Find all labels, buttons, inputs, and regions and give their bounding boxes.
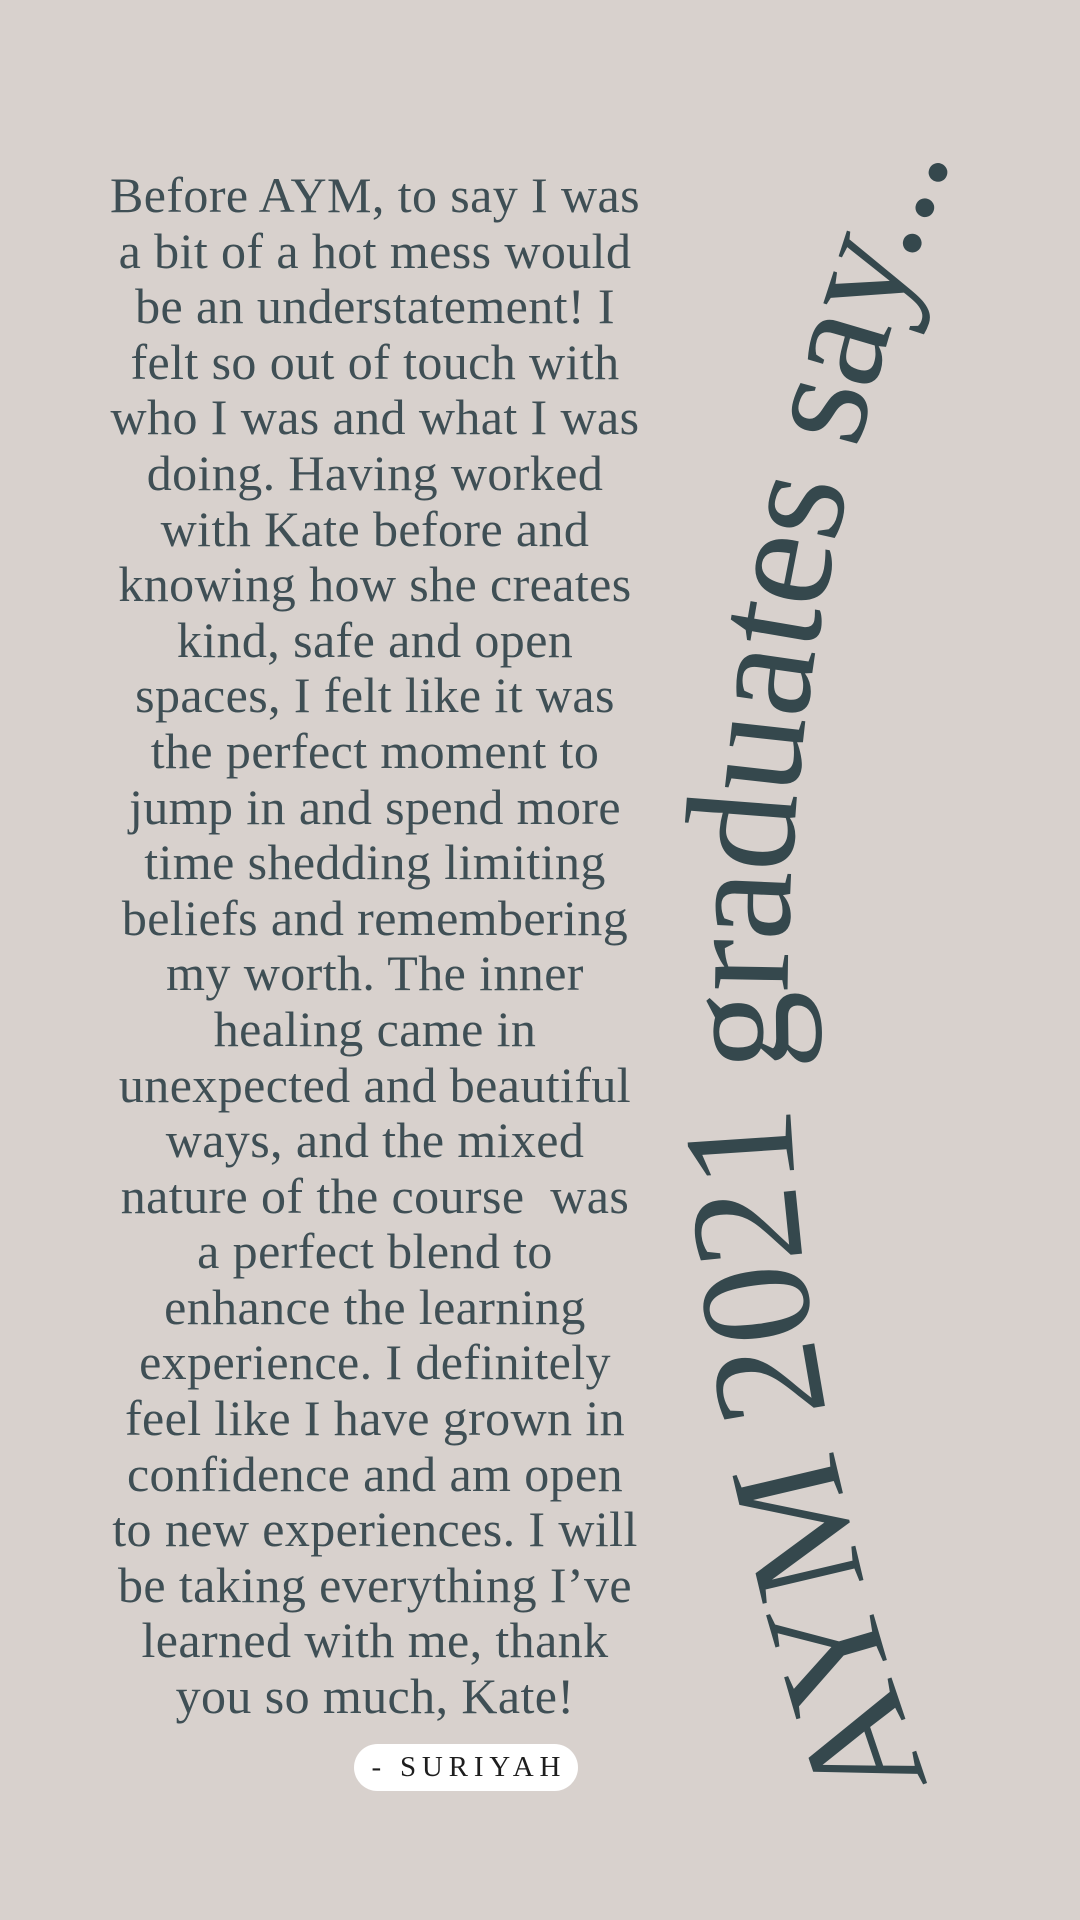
testimonial-line: knowing how she creates bbox=[118, 556, 632, 613]
testimonial-line: with Kate before and bbox=[160, 500, 590, 557]
curved-heading-textpath: AYM 2021 graduates say... bbox=[647, 108, 984, 1830]
testimonial-line: the perfect moment to bbox=[150, 722, 600, 779]
testimonial-line: kind, safe and open bbox=[176, 611, 574, 668]
testimonial-line: spaces, I felt like it was bbox=[135, 667, 615, 724]
curved-heading-text bbox=[647, 109, 983, 1830]
testimonial-line: feel like I have grown in bbox=[124, 1390, 626, 1447]
testimonial-line: a perfect blend to bbox=[197, 1223, 553, 1280]
testimonial-line: healing came in bbox=[213, 1000, 537, 1057]
testimonial-line: learned with me, thank bbox=[141, 1612, 609, 1669]
testimonial-line: be an understatement! I bbox=[135, 278, 615, 335]
attribution-label: - SURIYAH bbox=[371, 1751, 567, 1783]
testimonial-line: a bit of a hot mess would bbox=[118, 222, 632, 279]
attribution-badge bbox=[354, 1744, 578, 1791]
testimonial-line: ways, and the mixed bbox=[165, 1112, 585, 1169]
testimonial-line: enhance the learning bbox=[164, 1278, 586, 1335]
testimonial-line: felt so out of touch with bbox=[130, 333, 620, 390]
testimonial-line: doing. Having worked bbox=[146, 444, 604, 501]
testimonial-text bbox=[75, 168, 675, 1725]
testimonial-line: Before AYM, to say I was bbox=[110, 167, 640, 223]
testimonial-line: my worth. The inner bbox=[166, 945, 584, 1002]
testimonial-line: nature of the course was bbox=[120, 1167, 630, 1224]
testimonial-line: experience. I definitely bbox=[139, 1334, 611, 1391]
testimonial-line: to new experiences. I will bbox=[112, 1501, 638, 1558]
testimonial-line: be taking everything I’ve bbox=[118, 1556, 632, 1613]
testimonial-line: jump in and spend more bbox=[128, 778, 622, 835]
testimonial-line: beliefs and remembering bbox=[121, 889, 629, 946]
testimonial-line: time shedding limiting bbox=[144, 834, 606, 891]
testimonial-line: unexpected and beautiful bbox=[118, 1056, 632, 1113]
testimonial-line: who I was and what I was bbox=[110, 389, 640, 446]
heading-arc-path bbox=[788, 75, 985, 1790]
testimonial-line: confidence and am open bbox=[126, 1445, 624, 1502]
testimonial-line: you so much, Kate! bbox=[175, 1668, 575, 1725]
